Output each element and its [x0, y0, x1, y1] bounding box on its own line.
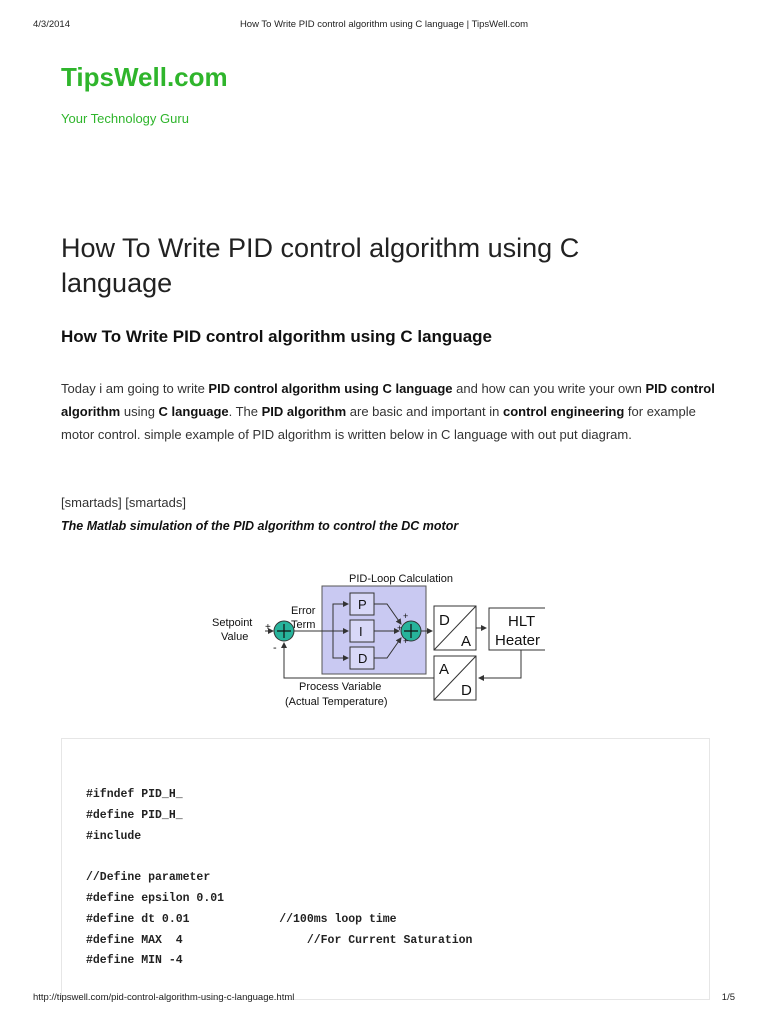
dac-top-label: D	[439, 612, 450, 629]
d-label: D	[358, 651, 368, 666]
post-subtitle: How To Write PID control algorithm using C language	[61, 327, 492, 346]
feedback-minus: -	[273, 642, 277, 654]
actual-temperature-label: (Actual Temperature)	[285, 696, 388, 708]
sum-plus-1: +	[403, 611, 409, 621]
setpoint-label: Setpoint	[212, 617, 253, 629]
dac-bottom-label: A	[461, 633, 472, 650]
post-title: How To Write PID control algorithm using C language	[61, 233, 580, 298]
intro-bold-1: PID control algorithm using C language	[208, 381, 453, 396]
code-line: #include	[86, 830, 142, 843]
site-title-link[interactable]: TipsWell.com	[61, 62, 228, 92]
intro-text-3: using	[120, 404, 159, 419]
code-line: #ifndef PID_H_	[86, 788, 183, 801]
error-label: Error	[291, 605, 316, 617]
code-line: //Define parameter	[86, 871, 211, 884]
print-date: 4/3/2014	[33, 19, 70, 30]
intro-bold-2: PID control algorithm	[61, 381, 715, 419]
p-label: P	[358, 597, 367, 612]
print-page-number: 1/5	[721, 992, 735, 1003]
pid-loop-diagram	[205, 568, 545, 714]
code-line: #define epsilon 0.01	[86, 892, 225, 905]
pid-block-title: PID-Loop Calculation	[349, 573, 453, 585]
process-variable-label: Process Variable	[299, 681, 382, 693]
print-footer	[33, 992, 735, 1006]
code-line: #define dt 0.01 //100ms loop time	[86, 913, 397, 926]
term-label: Term	[291, 619, 316, 631]
site-tagline: Your Technology Guru	[61, 111, 189, 126]
print-header	[33, 19, 735, 33]
print-page-title: How To Write PID control algorithm using C language | TipsWell.com	[239, 19, 529, 30]
code-line: #define PID_H_	[86, 809, 183, 822]
intro-bold-4: PID algorithm	[261, 404, 347, 419]
code-line: #define MAX 4 //For Current Saturation	[86, 934, 473, 947]
intro-text-4: . The	[228, 404, 262, 419]
intro-text-5: are basic and important in	[346, 404, 503, 419]
print-url: http://tipswell.com/pid-control-algorithm-using-c-language.html	[33, 992, 295, 1003]
intro-text-6: for example motor control. simple example of PID algorithm is written below in C language with out put diagram.	[61, 404, 696, 442]
code-block	[61, 738, 710, 1000]
sum-plus-2: +	[397, 623, 403, 633]
setpoint-plus: +	[265, 622, 271, 633]
adc-bottom-label: D	[461, 682, 472, 699]
i-label: I	[359, 624, 363, 639]
heater-label-1: HLT	[508, 613, 536, 630]
intro-paragraph	[61, 377, 721, 446]
heater-label-2: Heater	[495, 632, 541, 649]
figure-caption: The Matlab simulation of the PID algorithm to control the DC motor	[61, 519, 459, 533]
intro-bold-5: control engineering	[502, 404, 625, 419]
value-label: Value	[221, 631, 249, 643]
adc-top-label: A	[439, 661, 450, 678]
sum-plus-3: +	[403, 636, 409, 646]
intro-bold-3: C language	[158, 404, 229, 419]
intro-text-2: and how can you write your own	[452, 381, 646, 396]
code-line: #define MIN -4	[86, 954, 183, 967]
shortcode-text: [smartads] [smartads]	[61, 495, 186, 510]
intro-text-1: Today i am going to write	[61, 381, 209, 396]
